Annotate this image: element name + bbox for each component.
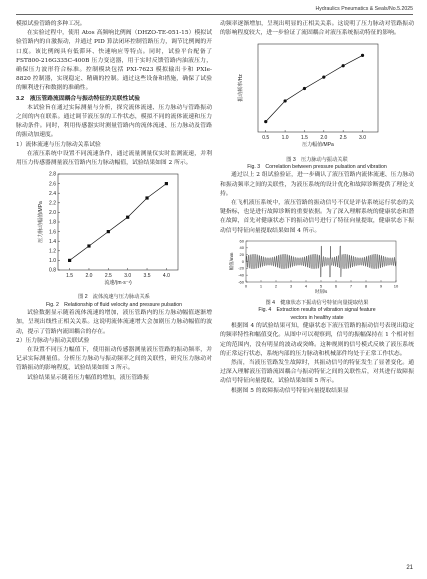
data-point	[322, 76, 325, 79]
y-axis-label: 幅值/mm	[229, 252, 234, 271]
y-tick-label: 1.6	[49, 229, 56, 236]
y-tick-label: -60	[238, 279, 244, 285]
y-tick-label: 2.6	[49, 181, 56, 188]
series-line	[266, 56, 363, 122]
data-point	[342, 65, 345, 68]
left-column	[16, 20, 212, 383]
page-number: 21	[406, 565, 413, 571]
right-column	[220, 20, 414, 396]
figure-4-caption-en-line2: vectors in healthy state	[290, 314, 344, 321]
x-tick-label: 3.0	[124, 273, 132, 280]
x-tick-label: 8	[364, 283, 368, 289]
paragraph: 试验数据显示随着流体流速的增加，液压管路内的压力脉动幅值逐渐增加，呈现出线性正相关关系。这说明流体流速增大会加剧压力脉动幅值的波动，提示了管路内流固耦合的存在。	[16, 310, 212, 335]
paragraph: 然而，当液压管路发生故障时，其振动信号的特征发生了显著变化。通过深入理解液压管路流固耦合与振动特征之间的关联性后，对其进行故障振动信号特征向量提取，试验结果如图 5 所示。	[220, 360, 414, 385]
x-tick-label: 9	[379, 283, 383, 289]
x-tick-label: 1.5	[300, 135, 308, 142]
journal-header: Hydraulics Pneumatics & Seals/No.5.2025	[315, 6, 413, 12]
figure-2-caption-cn: 图 2 流体流速与压力脉动关系	[78, 294, 150, 301]
paragraph: 试验结果显示随着压力幅值的增加，液压管路振	[27, 374, 149, 381]
x-tick-label: 7	[349, 283, 353, 289]
paragraph: 在设置不同压力幅值下，使用振动传感器测量液压管路的振动频率，并记录实际测量值。分析压力脉动与振动频率之间的关联性，研究压力脉动对管路振动的影响程度，试验结果如图 3 所示。	[16, 347, 212, 372]
x-tick-label: 4.0	[162, 273, 170, 280]
x-axis-label: 时刻/s	[314, 288, 328, 294]
subsection-heading: 2）压力脉动与振动关联试验	[16, 337, 90, 344]
paragraph: 在实验过程中，使用 Atos 高频响比例阀（DHZO-TE-051-15）模拟试验管路内的自激振动，并通过 PID 算法闭环控制管路压力，调节比例阀的开口度。该比例阀具有低滞环、快速响应等特点。同时，试验平台配备了 FST800-216G335C-400B 压力变送器，用于实时反馈管路内油液压力，确保压力波形符合标准。控制模块包括 PXI-7623 模拟输出卡和 PXIe-8820 控制器，实现稳定、精确的控制。通过这些设备和措施，确保了试验的顺利进行和数据的准确性。	[16, 30, 212, 92]
x-tick-label: 5	[319, 283, 323, 289]
x-tick-label: 3.5	[143, 273, 151, 280]
x-tick-label: 3.0	[359, 135, 366, 142]
y-tick-label: 2.4	[49, 191, 56, 198]
paragraph: 在液压系统中设置不同流速条件，通过流量测量仪实时监测流速，并利用压力传感器测量液压管路内压力脉动幅值，试验结果如图 2 所示。	[16, 150, 212, 167]
paragraph: 模拟试验管路的多种工况。	[16, 21, 86, 27]
figure-2-chart	[16, 170, 212, 290]
x-axis-label: 流速/(m·s⁻¹)	[104, 280, 132, 287]
y-tick-label: 1.8	[49, 219, 56, 226]
y-axis-label: 振动频率/Hz	[238, 74, 244, 103]
y-tick-label: 1.4	[49, 239, 56, 246]
data-point	[264, 120, 267, 123]
y-tick-label: 1.0	[49, 258, 56, 265]
subsection-heading: 1）流体流速与压力脉动关系试验	[16, 141, 101, 148]
figure-4-caption-cn: 图 4 健康状态下振动信号特征向量提取结果	[265, 300, 369, 307]
figure-4-chart	[220, 238, 414, 296]
paragraph: 在飞机液压系统中，液压管路的振动信号不仅是评估系统运行状态的关键指标，也是进行故障诊断的重要依据。为了深入理解系统的健康状态和潜在故障，首先对健康状态下的振动信号进行了特征向量提取，健康状态下振动信号特征向量提取结果如图 4 所示。	[220, 200, 414, 234]
x-tick-label: 1.0	[281, 135, 289, 142]
paragraph: 根据图 5 的故障振动信号特征向量提取结果显	[231, 387, 349, 394]
data-point	[87, 245, 90, 248]
figure-3-caption-en: Fig. 3 Correlation between pressure pulsation and vibration	[247, 164, 387, 171]
y-tick-label: 0.8	[49, 267, 56, 274]
x-tick-label: 1	[259, 283, 263, 289]
x-tick-label: 0.5	[262, 135, 270, 142]
x-tick-label: 2.5	[339, 135, 347, 142]
figure-3-caption-cn: 图 3 压力脉动与振动关联	[286, 156, 348, 163]
y-tick-label: 2.0	[49, 210, 56, 217]
x-tick-label: 6	[334, 283, 338, 289]
data-point	[361, 54, 364, 57]
figure-2	[16, 170, 212, 309]
figure-3	[220, 40, 414, 171]
x-tick-label: 10	[393, 283, 399, 289]
y-tick-label: 0	[241, 258, 244, 264]
x-tick-label: 3	[289, 283, 293, 289]
y-tick-label: 60	[239, 238, 244, 244]
y-tick-label: 2.2	[49, 200, 56, 207]
paragraph: 通过以上 2 组试验验证，进一步确认了液压管路内流体流速、压力脉动和振动频率之间的关联性，为液压系统的设计优化和故障诊断提供了理论支持。	[220, 172, 414, 197]
data-point	[283, 100, 286, 103]
paragraph: 动频率逐渐增加，呈现出明显的正相关关系。这说明了压力脉动对管路振动的影响程度较大，进一步验证了流固耦合对液压系统振动特征的影响。	[220, 21, 414, 37]
y-tick-label: 20	[239, 251, 244, 257]
data-point	[303, 87, 306, 90]
y-tick-label: 40	[239, 245, 244, 251]
header-rule	[16, 14, 413, 15]
signal-trace	[246, 246, 396, 277]
data-point	[165, 182, 168, 185]
y-tick-label: -40	[238, 272, 244, 278]
x-tick-label: 2	[274, 283, 278, 289]
plot-frame	[258, 44, 378, 132]
data-point	[68, 259, 71, 262]
x-tick-label: 4	[304, 283, 308, 289]
figure-3-chart	[220, 40, 414, 152]
series-line	[70, 184, 167, 261]
y-tick-label: 1.2	[49, 248, 56, 255]
x-tick-label: 1.5	[66, 273, 74, 280]
y-tick-label: -20	[238, 265, 244, 271]
data-point	[145, 197, 148, 200]
data-point	[107, 230, 110, 233]
x-tick-label: 0	[244, 283, 248, 289]
paragraph: 本试验旨在通过实际测量与分析，探究流体流速、压力脉动与管路振动之间的内在联系。通过调节液压泵的工作状态，模拟不同的流体流速和压力脉动条件。同时，利用传感器实时测量管路内的流体流速、压力脉动及管路的振动加速度。	[16, 104, 212, 139]
paragraph: 根据图 4 的试验结果可知，健康状态下液压管路的振动信号表现出稳定的频率特性和幅值变化。从图中可以观察到，信号的振幅保持在 1 个相对恒定的范围内，没有明显的波动或突峰。这种规则的信号模式反映了液压系统的正常运行状态，系统内部的压力脉动和机械部件均处于正常工作状态。	[220, 323, 414, 357]
figure-4	[220, 238, 414, 322]
data-point	[126, 216, 129, 219]
y-tick-label: 2.8	[49, 171, 56, 178]
x-tick-label: 2.0	[320, 135, 328, 142]
x-axis-label: 压力幅值/MPa	[302, 142, 334, 149]
x-tick-label: 2.0	[85, 273, 93, 280]
figure-2-caption-en: Fig. 2 Relationship of fluid velocity and pressure pulsation	[45, 301, 183, 308]
y-axis-label: 压力脉动幅值/MPa	[38, 201, 44, 244]
figure-4-caption-en-line1: Fig. 4 Extraction results of vibration signal feature	[258, 307, 376, 314]
section-heading: 3.2 液压管路流固耦合与振动特征的关联性试验	[16, 95, 140, 102]
x-tick-label: 2.5	[104, 273, 112, 280]
